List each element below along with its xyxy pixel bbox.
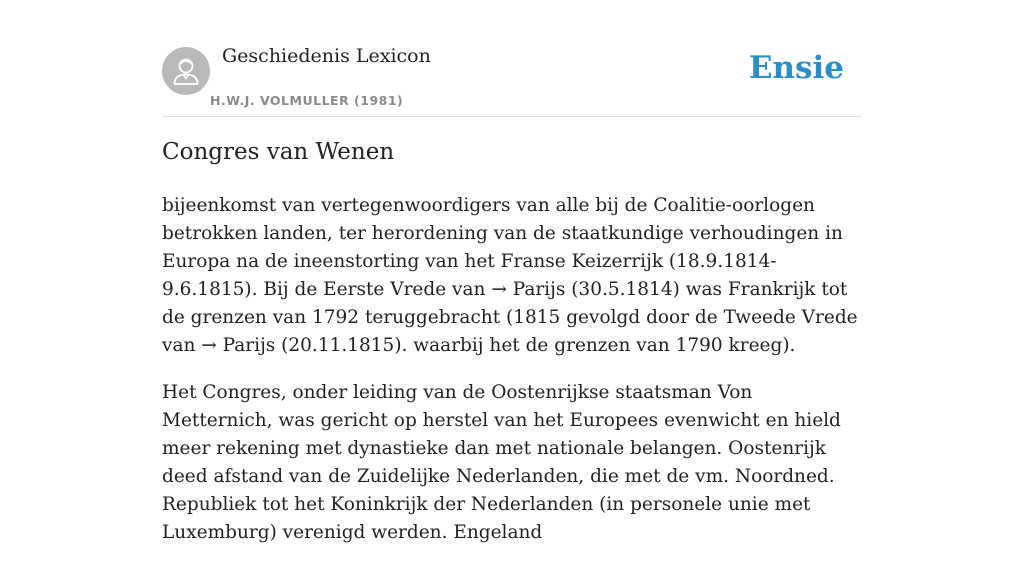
article-paragraph: bijeenkomst van vertegenwoordigers van alle bij de Coalitie-oorlogen betrokken landen, ter herordening van de staatkundige verhoudingen in Europa na de ineenstorting van het Franse Keizerrijk (18.9.1814-9.6.1815). Bij de Eerste Vrede van → Parijs (30.5.1814) was Frankrijk tot de grenzen van 1792 teruggebracht (1815 gevolgd door de Tweede Vrede van → Parijs (20.11.1815). waarbij het de grenzen van 1790 kreeg).	[162, 195, 858, 356]
user-icon[interactable]	[162, 47, 210, 95]
article-paragraph: Het Congres, onder leiding van de Oostenrijkse staatsman Von Metternich, was gericht op herstel van het Europees evenwicht en hield meer rekening met dynastieke dan met nationale belangen. Oostenrijk deed afstand van de Zuidelijke Nederlanden, die met de vm. Noordned. Republiek tot het Koninkrijk der Nederlanden (in personele unie met Luxemburg) verenigd werden. Engeland	[162, 382, 841, 543]
source-author: H.W.J. VOLMULLER (1981)	[210, 93, 404, 108]
article-body	[162, 192, 862, 566]
brand-logo[interactable]: Ensie	[748, 50, 844, 86]
source-title[interactable]: Geschiedenis Lexicon	[222, 45, 431, 67]
source-header	[162, 40, 862, 117]
page-title: Congres van Wenen	[162, 139, 395, 165]
